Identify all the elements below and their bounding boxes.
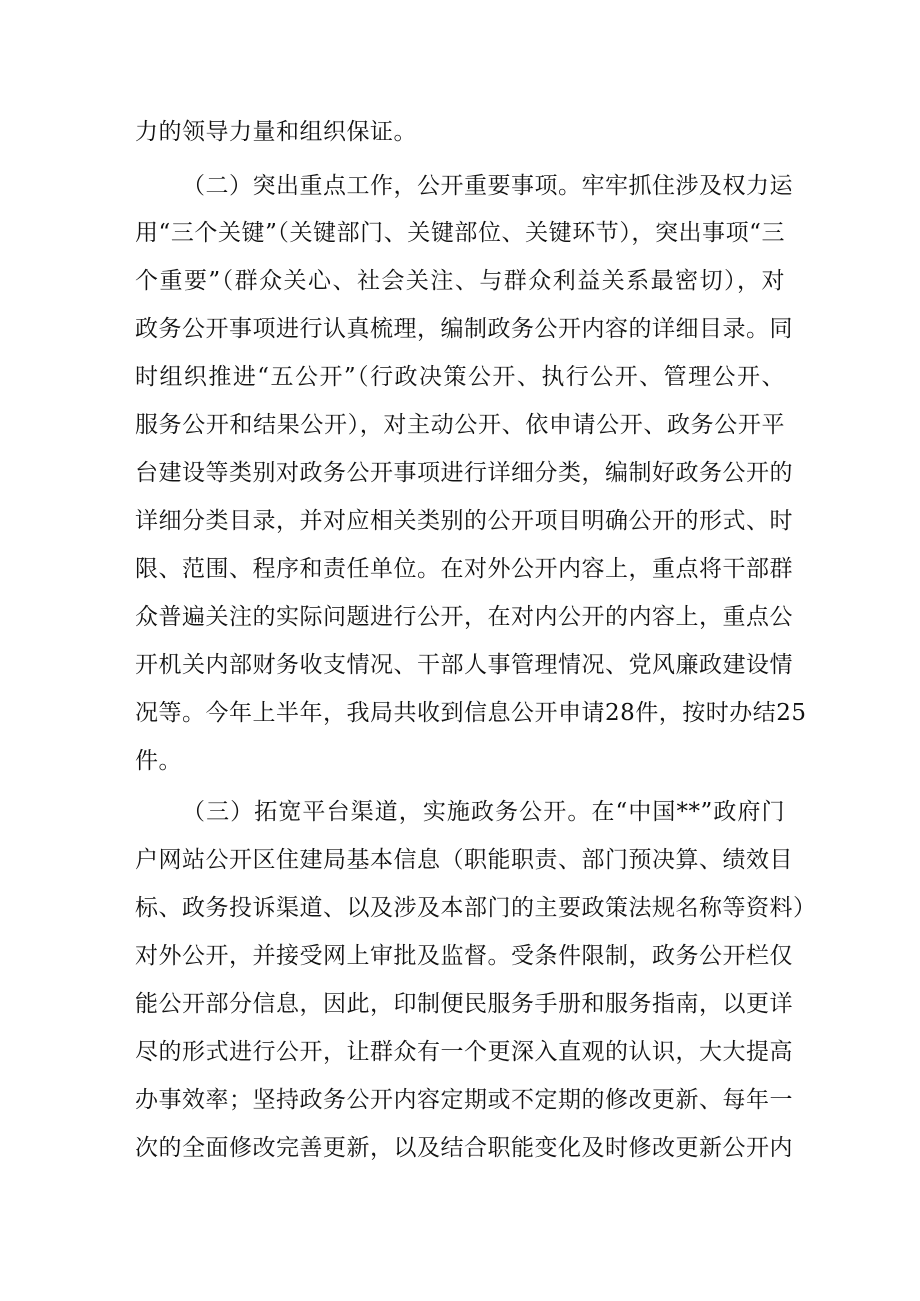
- paragraph-3-line-7: 办事效率；坚持政务公开内容定期或不定期的修改更新、每年一: [135, 1087, 793, 1113]
- paragraph-2-line-2: 用“三个关键”（关键部门、关键部位、关键环节），突出事项“三: [135, 220, 785, 246]
- paragraph-2-line-11: 开机关内部财务收支情况、干部人事管理情况、党风廉政建设情: [135, 652, 793, 678]
- paragraph-1-line-1: 力的领导力量和组织保证。: [135, 119, 417, 145]
- paragraph-2-line-12: 况等。今年上半年，我局共收到信息公开申请28件，按时办结25: [135, 700, 807, 726]
- paragraph-2-line-13: 件。: [135, 748, 182, 774]
- paragraph-2-line-6: 服务公开和结果公开），对主动公开、依申请公开、政务公开平: [135, 412, 785, 438]
- paragraph-2-line-9: 限、范围、程序和责任单位。在对外公开内容上，重点将干部群: [135, 556, 793, 582]
- paragraph-3-line-5: 能公开部分信息，因此，印制便民服务手册和服务指南，以更详: [135, 991, 793, 1017]
- paragraph-3-line-3: 标、政务投诉渠道、以及涉及本部门的主要政策法规名称等资料）: [135, 895, 817, 921]
- paragraph-2-line-5: 时组织推进“五公开”（行政决策公开、执行公开、管理公开、: [135, 364, 785, 390]
- paragraph-3-line-8: 次的全面修改完善更新，以及结合职能变化及时修改更新公开内: [135, 1135, 793, 1161]
- paragraph-2-line-3: 个重要”（群众关心、社会关注、与群众利益关系最密切），对: [135, 268, 785, 294]
- paragraph-2-line-8: 详细分类目录，并对应相关类别的公开项目明确公开的形式、时: [135, 508, 793, 534]
- paragraph-2-line-1: （二）突出重点工作，公开重要事项。牢牢抓住涉及权力运: [182, 173, 793, 199]
- paragraph-3-line-2: 户网站公开区住建局基本信息（职能职责、部门预决算、绩效目: [135, 847, 793, 873]
- paragraph-3-line-1: （三）拓宽平台渠道，实施政务公开。在“中国**”政府门: [182, 799, 785, 825]
- paragraph-2-line-10: 众普遍关注的实际问题进行公开，在对内公开的内容上，重点公: [135, 604, 793, 630]
- paragraph-3-line-6: 尽的形式进行公开，让群众有一个更深入直观的认识，大大提高: [135, 1039, 793, 1065]
- paragraph-2-line-7: 台建设等类别对政务公开事项进行详细分类，编制好政务公开的: [135, 460, 793, 486]
- paragraph-2-line-4: 政务公开事项进行认真梳理，编制政务公开内容的详细目录。同: [135, 316, 793, 342]
- paragraph-3-line-4: 对外公开，并接受网上审批及监督。受条件限制，政务公开栏仅: [135, 943, 793, 969]
